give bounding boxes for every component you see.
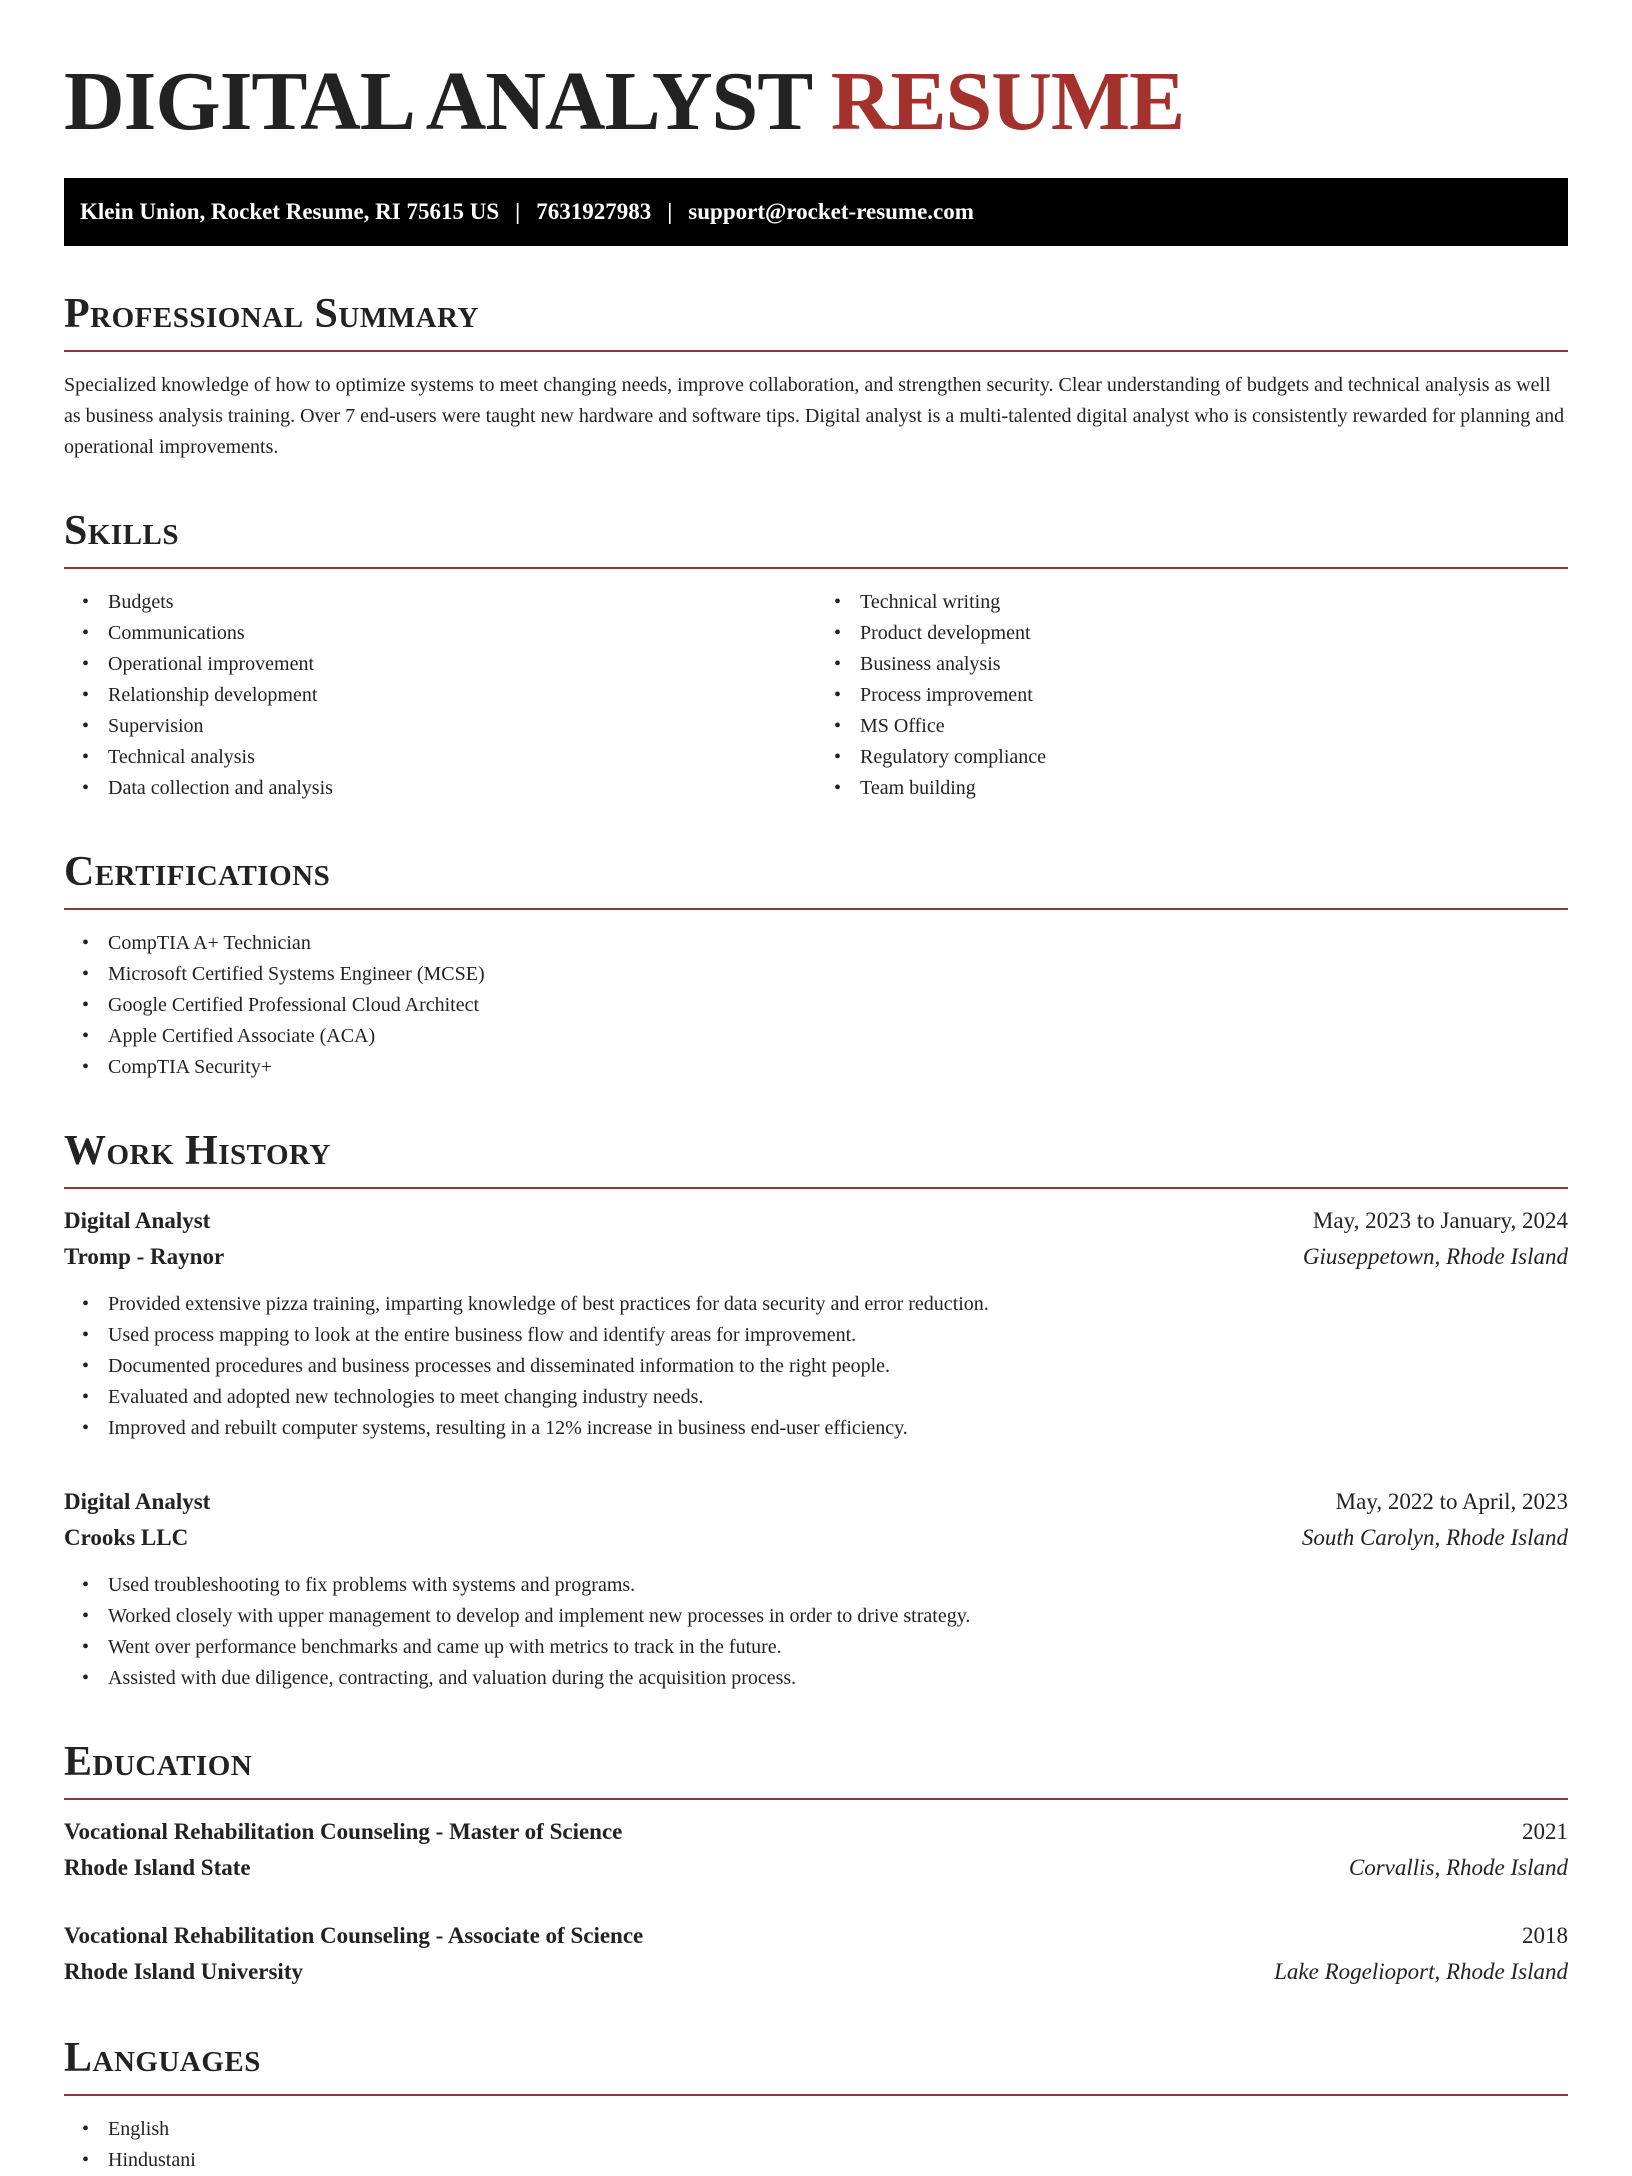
summary-text: Specialized knowledge of how to optimize systems to meet changing needs, improve collaboration, and strengthen security. Clear understanding of budgets and technical analysis as well as business analysis training. Over 7 end-users were taught new hardware and software tips. Digital analyst is a multi-talented digital analyst who is consistently rewarded for planning and operational improvements.	[64, 374, 1565, 458]
section-divider	[64, 2094, 1568, 2096]
education-school-row	[64, 1850, 1568, 1886]
certification-item: • CompTIA Security+	[108, 1052, 1568, 1083]
job-bullets	[64, 1289, 1568, 1444]
education-entry	[64, 1814, 1568, 1886]
contact-address: Klein Union, Rocket Resume, RI 75615 US	[80, 199, 500, 224]
languages-section	[64, 2034, 1568, 2176]
section-divider	[64, 1187, 1568, 1189]
certification-item: • Google Certified Professional Cloud Architect	[108, 990, 1568, 1021]
job-location: South Carolyn, Rhode Island	[1301, 1525, 1568, 1550]
language-item: • English	[108, 2114, 1568, 2145]
education-school-row	[64, 1954, 1568, 1990]
title-main: DIGITAL ANALYST	[64, 55, 811, 148]
job-bullet: • Went over performance benchmarks and came up with metrics to track in the future.	[108, 1632, 1568, 1663]
job-header-row	[64, 1484, 1568, 1520]
job-company-row	[64, 1520, 1568, 1556]
skill-item: • Communications	[108, 618, 816, 649]
certifications-section	[64, 848, 1568, 1083]
job-dates: May, 2023 to January, 2024	[1312, 1208, 1568, 1233]
contact-phone[interactable]: 7631927983	[536, 199, 652, 224]
contact-separator: |	[515, 199, 521, 224]
education-school: Rhode Island University	[64, 1959, 303, 1984]
section-divider	[64, 1798, 1568, 1800]
job-entry	[64, 1484, 1568, 1694]
skill-item: • Budgets	[108, 587, 816, 618]
summary-heading: Professional Summary	[64, 291, 479, 337]
section-divider	[64, 350, 1568, 352]
job-company: Tromp - Raynor	[64, 1244, 225, 1269]
education-heading: Education	[64, 1739, 253, 1785]
skills-list-right	[816, 587, 1568, 804]
languages-heading: Languages	[64, 2035, 261, 2081]
job-bullet: • Provided extensive pizza training, imparting knowledge of best practices for data security and error reduction.	[108, 1289, 1568, 1320]
job-bullets	[64, 1570, 1568, 1694]
education-location: Lake Rogelioport, Rhode Island	[1274, 1959, 1568, 1984]
work-history-heading: Work History	[64, 1128, 331, 1174]
contact-separator: |	[667, 199, 673, 224]
certification-item: • Apple Certified Associate (ACA)	[108, 1021, 1568, 1052]
job-bullet: • Used troubleshooting to fix problems with systems and programs.	[108, 1570, 1568, 1601]
job-bullet: • Improved and rebuilt computer systems, resulting in a 12% increase in business end-user efficiency.	[108, 1413, 1568, 1444]
skills-list-left	[64, 587, 816, 804]
job-bullet: • Documented procedures and business processes and disseminated information to the right people.	[108, 1351, 1568, 1382]
education-section	[64, 1738, 1568, 1990]
education-degree-row	[64, 1918, 1568, 1954]
section-divider	[64, 908, 1568, 910]
skill-item: • Data collection and analysis	[108, 773, 816, 804]
education-degree: Vocational Rehabilitation Counseling - Associate of Science	[64, 1923, 644, 1948]
job-bullet: • Evaluated and adopted new technologies to meet changing industry needs.	[108, 1382, 1568, 1413]
job-bullet: • Assisted with due diligence, contracting, and valuation during the acquisition process.	[108, 1663, 1568, 1694]
title-accent: RESUME	[830, 55, 1185, 148]
skill-item: • Technical analysis	[108, 742, 816, 773]
skill-item: • Operational improvement	[108, 649, 816, 680]
contact-email[interactable]: support@rocket-resume.com	[688, 199, 974, 224]
skills-heading: Skills	[64, 508, 180, 554]
skill-item: • MS Office	[860, 711, 1568, 742]
certification-item: • Microsoft Certified Systems Engineer (MCSE)	[108, 959, 1568, 990]
skill-item: • Regulatory compliance	[860, 742, 1568, 773]
job-dates: May, 2022 to April, 2023	[1335, 1489, 1568, 1514]
skills-section	[64, 507, 1568, 804]
work-history-section	[64, 1127, 1568, 1694]
job-bullet: • Worked closely with upper management to develop and implement new processes in order to drive strategy.	[108, 1601, 1568, 1632]
page-title	[64, 54, 1568, 150]
job-header-row	[64, 1203, 1568, 1239]
job-entry	[64, 1203, 1568, 1444]
skill-item: • Supervision	[108, 711, 816, 742]
education-school: Rhode Island State	[64, 1855, 251, 1880]
education-year: 2021	[1522, 1819, 1568, 1844]
job-role: Digital Analyst	[64, 1208, 211, 1233]
skill-item: • Product development	[860, 618, 1568, 649]
summary-section	[64, 290, 1568, 463]
job-location: Giuseppetown, Rhode Island	[1302, 1244, 1568, 1269]
job-role: Digital Analyst	[64, 1489, 211, 1514]
education-degree: Vocational Rehabilitation Counseling - Master of Science	[64, 1819, 623, 1844]
job-company-row	[64, 1239, 1568, 1275]
education-year: 2018	[1522, 1923, 1568, 1948]
education-location: Corvallis, Rhode Island	[1348, 1855, 1568, 1880]
skills-columns	[64, 569, 1568, 804]
education-degree-row	[64, 1814, 1568, 1850]
skill-item: • Technical writing	[860, 587, 1568, 618]
certifications-heading: Certifications	[64, 849, 331, 895]
job-bullet: • Used process mapping to look at the entire business flow and identify areas for improvement.	[108, 1320, 1568, 1351]
skill-item: • Relationship development	[108, 680, 816, 711]
certification-item: • CompTIA A+ Technician	[108, 928, 1568, 959]
skill-item: • Process improvement	[860, 680, 1568, 711]
skill-item: • Business analysis	[860, 649, 1568, 680]
languages-list	[64, 2114, 1568, 2176]
education-entry	[64, 1918, 1568, 1990]
language-item: • Hindustani	[108, 2145, 1568, 2176]
contact-bar	[64, 178, 1568, 246]
job-company: Crooks LLC	[64, 1525, 189, 1550]
certifications-list	[64, 928, 1568, 1083]
skill-item: • Team building	[860, 773, 1568, 804]
